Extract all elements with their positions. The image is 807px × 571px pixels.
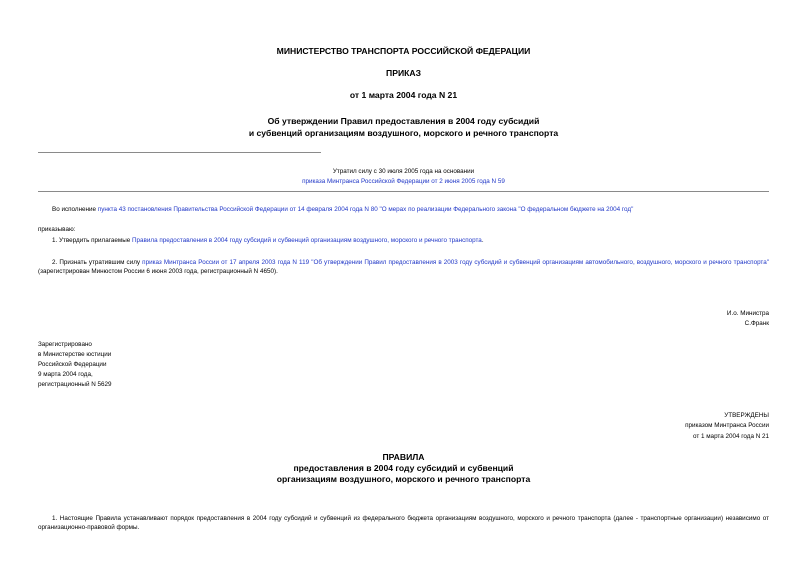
preamble-prefix: Во исполнение — [52, 206, 98, 213]
item-2-suffix: (зарегистрирован Минюстом России 6 июня 2003 года, регистрационный N 4650). — [38, 268, 278, 275]
rules-title: ПРАВИЛА — [382, 452, 425, 462]
approved-line3: от 1 марта 2004 года N 21 — [692, 433, 769, 440]
government-decree-link[interactable]: пункта 43 постановления Правительства Российской Федерации от 14 февраля 2004 года N 80 "О мерах по реализации Федерального закона "О федеральном бюджете на 2004 год" — [97, 206, 634, 213]
item-1-prefix: 1. Утвердить прилагаемые — [52, 237, 132, 244]
registration-line2: в Министерстве юстиции — [38, 351, 112, 358]
repeal-order-link[interactable]: приказа Минтранса Российской Федерации от 2 июня 2005 года N 59 — [302, 178, 505, 185]
order-word: приказываю: — [38, 226, 76, 233]
item-2-paragraph — [38, 258, 769, 276]
repealed-order-link[interactable]: приказ Минтранса России от 17 апреля 2003 года N 119 "Об утверждении Правил предоставления в 2003 году субсидий и субвенций организациям автомобильного, воздушного, морского и речного транспорта" — [142, 259, 769, 266]
doc-type-heading: ПРИКАЗ — [386, 68, 421, 78]
ministry-heading: МИНИСТЕРСТВО ТРАНСПОРТА РОССИЙСКОЙ ФЕДЕРАЦИИ — [276, 46, 531, 56]
doc-title-line1: Об утверждении Правил предоставления в 2004 году субсидий — [267, 116, 540, 126]
rules-link[interactable]: Правила предоставления в 2004 году субсидий и субвенций организациям воздушного, морского и речного транспорта — [132, 237, 482, 244]
registration-line5: регистрационный N 5629 — [38, 381, 112, 388]
registration-line3: Российской Федерации — [38, 361, 107, 368]
signature-position: И.о. Министра — [726, 310, 769, 317]
rules-subtitle-line2: организациям воздушного, морского и речного транспорта — [276, 474, 531, 484]
doc-date-heading: от 1 марта 2004 года N 21 — [349, 90, 458, 100]
top-divider — [38, 152, 321, 153]
item-2-prefix: 2. Признать утратившим силу — [52, 259, 143, 266]
item-1-paragraph — [52, 236, 769, 245]
rules-paragraph-1: 1. Настоящие Правила устанавливают порядок предоставления в 2004 году субсидий и субвенций из федерального бюджета организациям воздушного, морского и речного транспорта (далее - транспортные организации) независимо от организационно-правовой формы. — [38, 515, 769, 531]
approved-line2: приказом Минтранса России — [685, 422, 769, 429]
registration-line4: 9 марта 2004 года, — [38, 371, 93, 378]
status-note-line1: Утратил силу с 30 июля 2005 года на основании — [332, 168, 475, 175]
preamble-paragraph — [52, 205, 769, 214]
status-note-line2 — [0, 178, 807, 186]
rules-subtitle-line1: предоставления в 2004 году субсидий и субвенций — [293, 463, 514, 473]
signature-name: С.Франк — [744, 320, 769, 327]
status-divider — [38, 191, 769, 192]
item-1-suffix: . — [481, 237, 484, 244]
registration-line1: Зарегистрировано — [38, 341, 92, 348]
approved-line1: УТВЕРЖДЕНЫ — [724, 412, 769, 419]
doc-title-line2: и субвенций организациям воздушного, морского и речного транспорта — [248, 128, 559, 138]
